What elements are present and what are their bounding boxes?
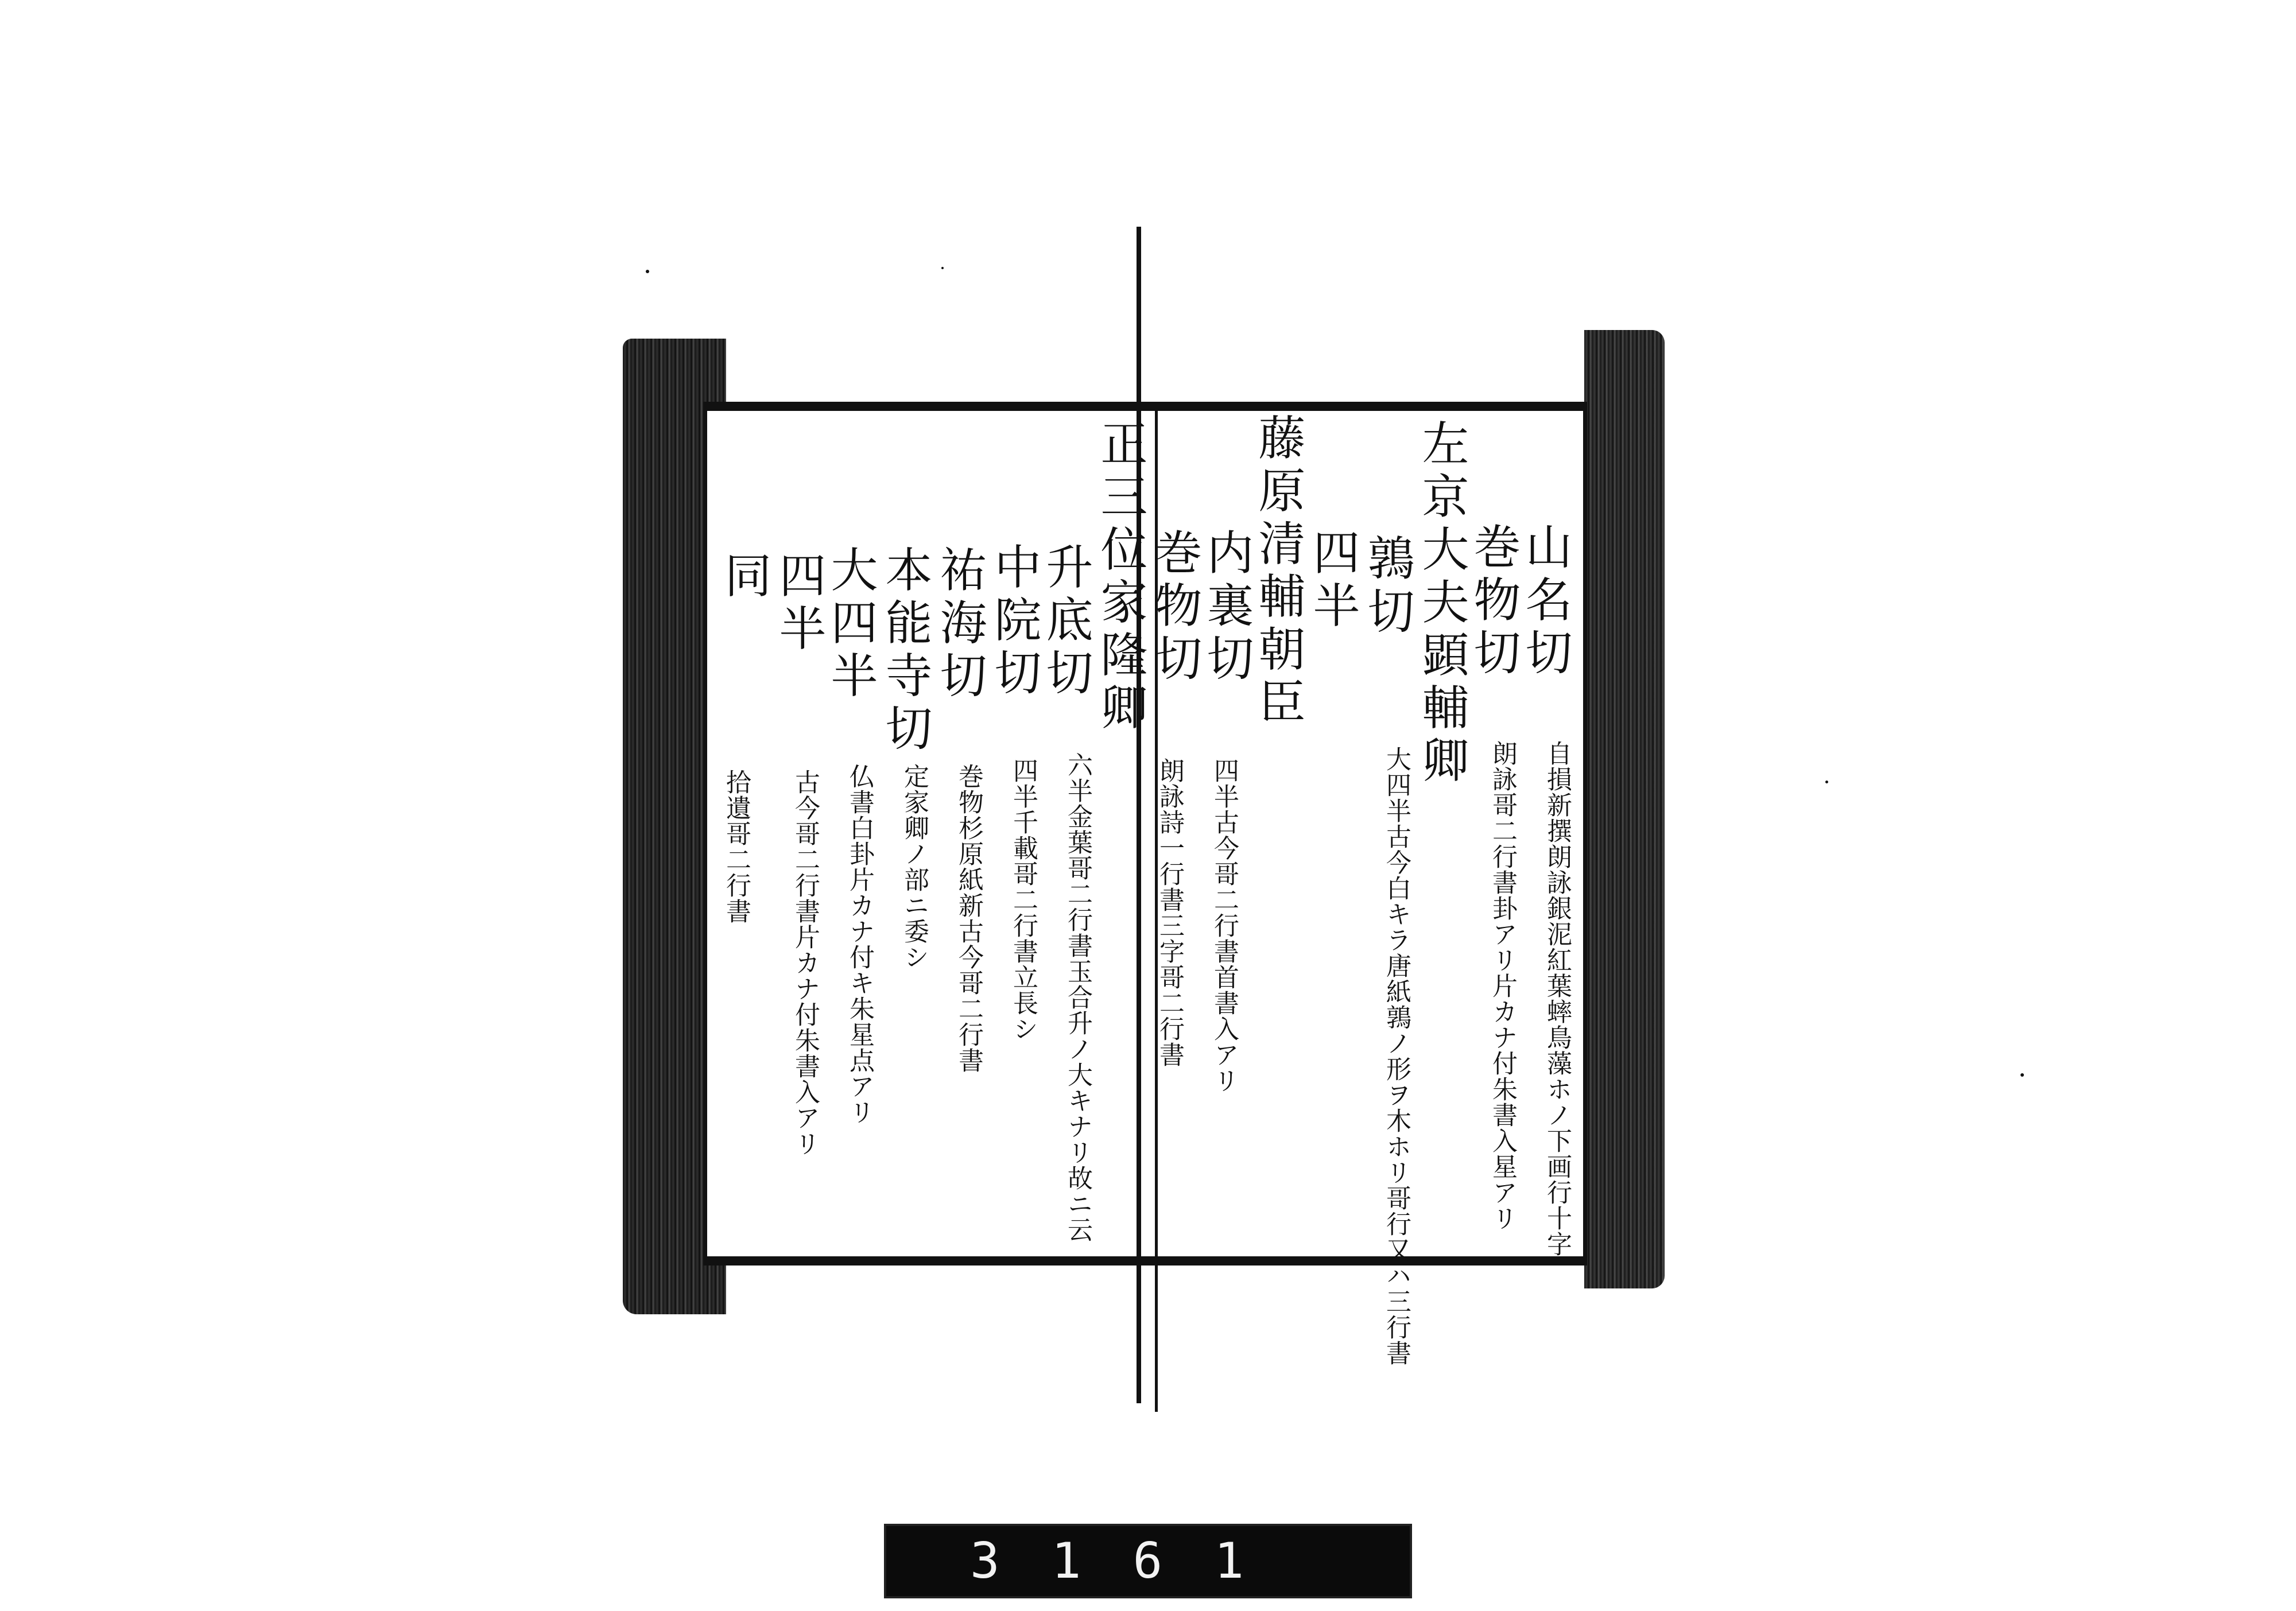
annotation-column: 朗詠詩一行書三字哥二行書 (1155, 758, 1184, 1067)
column-heading: 藤原清輔朝臣 (1251, 413, 1305, 730)
column-heading: 本能寺切 (878, 545, 932, 756)
annotation-column: 自損新撰朗詠銀泥紅葉蟀鳥藻ホノ下画行十字 (1542, 740, 1572, 1257)
annotation-column: 朗詠哥二行書卦アリ片カナ付朱書入星アリ (1488, 740, 1517, 1231)
speck (2020, 1073, 2024, 1077)
speck (646, 270, 649, 273)
annotation-column: 四半千載哥二行書立長シ (1009, 758, 1038, 1042)
column-heading: 同 (717, 551, 771, 604)
annotation-column: 仏書白卦片カナ付キ朱星点アリ (845, 763, 874, 1125)
column-heading: 左京大夫顕輔卿 (1414, 419, 1469, 789)
annotation-column: 拾遺哥二行書 (722, 769, 751, 924)
column-heading: 山名切 (1518, 522, 1572, 681)
column-heading: 升底切 (1038, 542, 1093, 701)
annotation-column: 四半古今哥二行書首書入アリ (1209, 758, 1239, 1093)
column-heading: 正三位家隆卿 (1093, 419, 1147, 736)
annotation-column: 六半金葉哥二行書玉合升ノ大キナリ故ニ云 (1063, 752, 1092, 1243)
column-heading: 内裏切 (1199, 528, 1254, 686)
annotation-column: 定家卿ノ部ニ委シ (899, 763, 929, 970)
annotation-column: 巻物杉原紙新古今哥二行書 (954, 763, 983, 1073)
column-heading: 巻物切 (1466, 522, 1521, 681)
column-heading: 巻物切 (1147, 528, 1202, 686)
archive-number: 3161 (970, 1532, 1296, 1590)
speck (941, 267, 944, 269)
gutter-line (1137, 227, 1141, 1403)
speck (1825, 781, 1828, 783)
annotation-column: 大四半古今白キラ唐紙鶉ノ形ヲ木ホリ哥行又ハ三行書 (1382, 746, 1411, 1366)
column-heading: 大四半 (823, 545, 878, 704)
book-edge-right (1584, 330, 1665, 1288)
column-heading: 鶉切 (1360, 534, 1414, 639)
column-heading: 中院切 (987, 542, 1041, 701)
column-heading: 四半 (771, 551, 826, 657)
annotation-column: 古今哥二行書片カナ付朱書入アリ (790, 769, 820, 1156)
column-heading: 祐海切 (932, 545, 987, 704)
column-heading: 四半 (1305, 528, 1360, 634)
